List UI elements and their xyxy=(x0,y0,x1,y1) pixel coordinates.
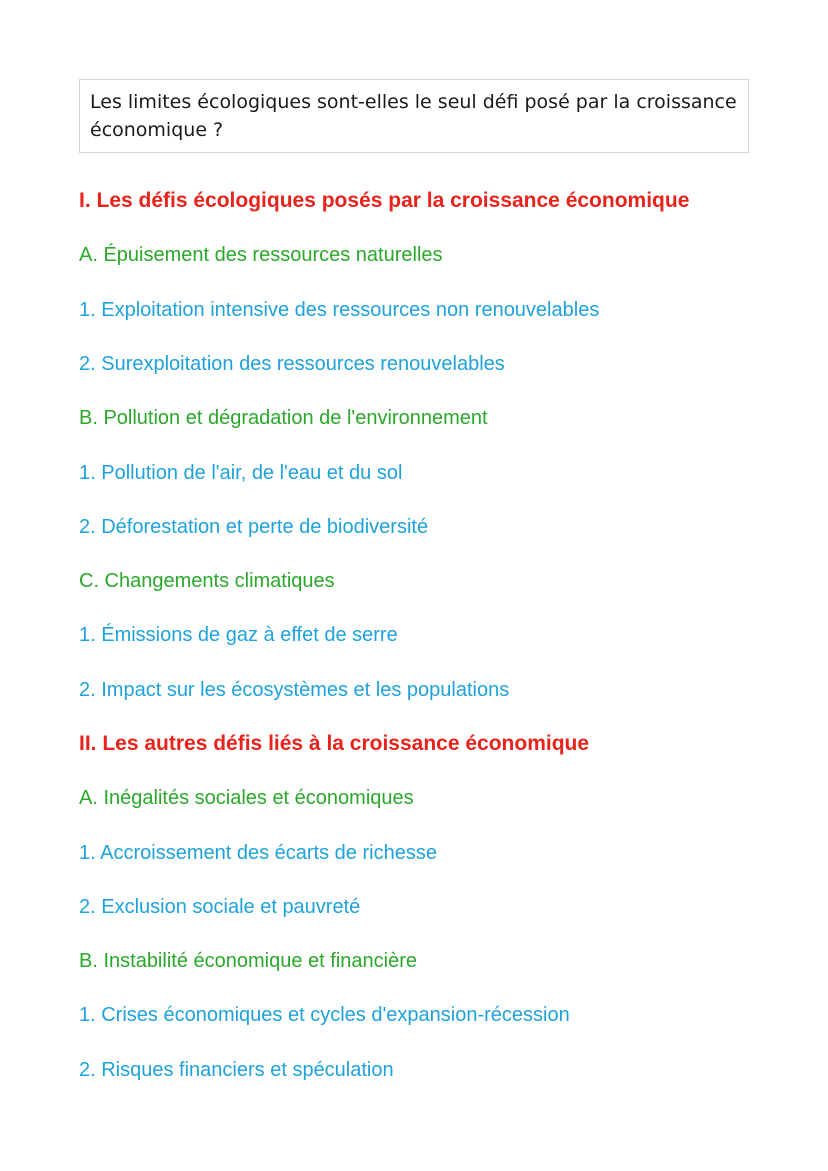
question-box xyxy=(79,79,749,153)
outline-subheading-1b: B. Pollution et dégradation de l'environnement xyxy=(79,407,488,429)
outline-heading-2: II. Les autres défis liés à la croissance économique xyxy=(79,732,590,755)
outline-item-1c1: 1. Émissions de gaz à effet de serre xyxy=(79,624,398,646)
outline-subheading-1c: C. Changements climatiques xyxy=(79,570,335,592)
outline-item-2b1: 1. Crises économiques et cycles d'expansion-récession xyxy=(79,1004,570,1026)
outline-item-1b1: 1. Pollution de l'air, de l'eau et du sol xyxy=(79,462,403,484)
outline-item-1a2: 2. Surexploitation des ressources renouvelables xyxy=(79,353,505,375)
outline-item-1a1: 1. Exploitation intensive des ressources non renouvelables xyxy=(79,299,600,321)
outline-item-2a1: 1. Accroissement des écarts de richesse xyxy=(79,842,437,864)
outline-item-2b2: 2. Risques financiers et spéculation xyxy=(79,1059,394,1081)
outline-subheading-1a: A. Épuisement des ressources naturelles xyxy=(79,244,443,266)
outline-item-2a2: 2. Exclusion sociale et pauvreté xyxy=(79,896,361,918)
outline-subheading-2a: A. Inégalités sociales et économiques xyxy=(79,787,414,809)
outline-heading-1: I. Les défis écologiques posés par la croissance économique xyxy=(79,189,690,212)
outline-item-1b2: 2. Déforestation et perte de biodiversité xyxy=(79,516,429,538)
question-text: Les limites écologiques sont-elles le seul défi posé par la croissance économique ? xyxy=(90,91,737,141)
outline-subheading-2b: B. Instabilité économique et financière xyxy=(79,950,417,972)
outline-item-1c2: 2. Impact sur les écosystèmes et les populations xyxy=(79,679,510,701)
